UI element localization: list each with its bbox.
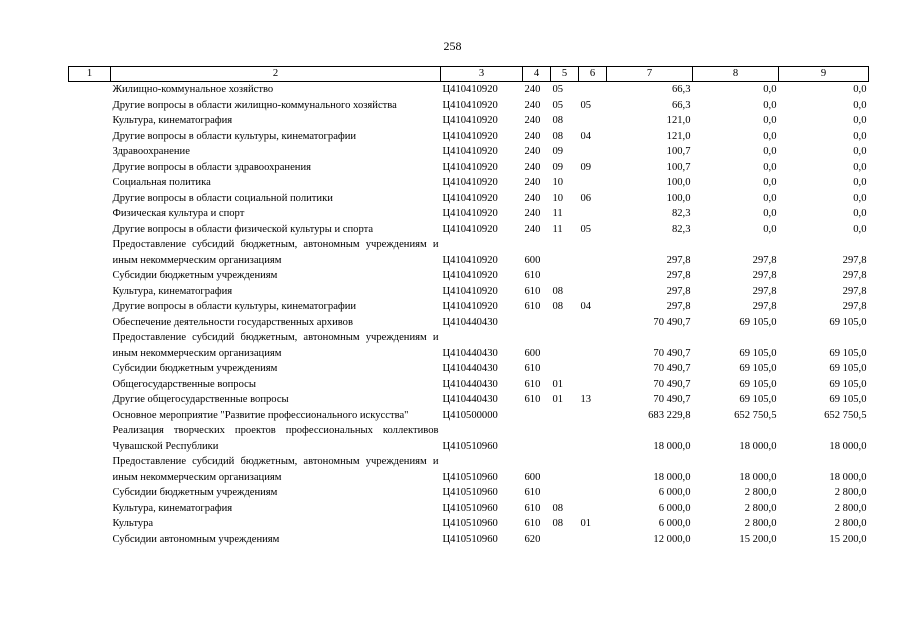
expense-type-cell: 240: [524, 208, 541, 219]
amount-year3-cell: 297,8: [842, 254, 867, 266]
amount-year3-cell: 18 000,0: [829, 440, 867, 452]
expense-type-cell: 610: [524, 301, 541, 312]
item-name-cell: Культура, кинематография: [112, 115, 233, 126]
section-cell: 08: [552, 502, 564, 514]
section-cell: [551, 423, 579, 454]
amount-year1-cell: 121,0: [666, 130, 691, 142]
expense-type-cell: 240: [524, 146, 541, 157]
row-number-cell: [69, 144, 111, 160]
table-row: [69, 98, 869, 114]
amount-year1-cell: 18 000,0: [653, 440, 691, 452]
item-name-cell: Предоставление субсидий бюджетным, автономным учреждениям и иным некоммерческим организациям: [112, 239, 439, 266]
item-name-cell: Здравоохранение: [112, 146, 190, 157]
item-name-cell: Субсидии бюджетным учреждениям: [112, 363, 278, 374]
table-row: [69, 299, 869, 315]
section-cell: 08: [552, 301, 564, 312]
table-row: [69, 330, 869, 361]
item-name-cell: Другие вопросы в области культуры, кинематографии: [112, 301, 357, 312]
table-row: [69, 175, 869, 191]
row-number-cell: [69, 454, 111, 485]
row-number-cell: [69, 98, 111, 114]
table-row: [69, 237, 869, 268]
amount-year1-cell: 70 490,7: [653, 394, 691, 405]
subsection-cell: 04: [580, 301, 592, 312]
subsection-cell: [579, 284, 607, 300]
expense-type-cell: 240: [524, 177, 541, 188]
table-row: [69, 408, 869, 424]
expense-type-cell: 610: [524, 502, 541, 514]
subsection-cell: 01: [580, 518, 592, 529]
target-article-cell: Ц410440430: [442, 394, 498, 405]
amount-year1-cell: 297,8: [666, 254, 691, 266]
amount-year2-cell: 0,0: [763, 223, 777, 235]
expense-type-cell: 240: [524, 161, 541, 173]
amount-year3-cell: 0,0: [853, 161, 867, 173]
amount-year2-cell: 69 105,0: [739, 394, 777, 405]
section-cell: [551, 237, 579, 268]
table-row: [69, 191, 869, 207]
amount-year3-cell: 2 800,0: [834, 487, 867, 498]
item-name-cell: Предоставление субсидий бюджетным, автономным учреждениям и иным некоммерческим организациям: [112, 456, 439, 483]
expense-type-cell: 610: [524, 518, 541, 529]
row-number-cell: [69, 160, 111, 176]
subsection-cell: [579, 423, 607, 454]
table-row: [69, 454, 869, 485]
amount-year2-cell: 18 000,0: [739, 471, 777, 483]
amount-year1-cell: 66,3: [671, 99, 691, 111]
row-number-cell: [69, 82, 111, 98]
table-body: [69, 82, 869, 548]
amount-year2-cell: 2 800,0: [744, 487, 777, 498]
subsection-cell: [579, 361, 607, 377]
table-row: [69, 361, 869, 377]
expense-type-cell: 240: [524, 192, 541, 204]
expense-type-cell: 610: [524, 378, 541, 390]
amount-year3-cell: 69 105,0: [829, 378, 867, 390]
amount-year3-cell: 0,0: [853, 99, 867, 111]
target-article-cell: Ц410410920: [442, 161, 498, 173]
amount-year3-cell: 69 105,0: [829, 394, 867, 405]
amount-year2-cell: 0,0: [763, 161, 777, 173]
amount-year1-cell: 66,3: [671, 84, 691, 95]
expense-type-cell: 610: [524, 487, 541, 498]
amount-year1-cell: 6 000,0: [658, 487, 691, 498]
target-article-cell: Ц410440430: [442, 363, 498, 374]
section-cell: 05: [552, 84, 564, 95]
column-header: 2: [111, 67, 441, 82]
subsection-cell: [579, 144, 607, 160]
section-cell: 08: [552, 115, 564, 126]
row-number-cell: [69, 284, 111, 300]
target-article-cell: Ц410510960: [442, 502, 498, 514]
row-number-cell: [69, 423, 111, 454]
section-cell: 01: [552, 394, 564, 405]
column-header: 6: [579, 67, 607, 82]
target-article-cell: Ц410510960: [442, 440, 498, 452]
row-number-cell: [69, 268, 111, 284]
item-name-cell: Субсидии автономным учреждениям: [112, 533, 280, 545]
table-row: [69, 532, 869, 548]
subsection-cell: 13: [580, 394, 592, 405]
budget-table: [68, 66, 869, 547]
amount-year1-cell: 70 490,7: [653, 347, 691, 359]
amount-year2-cell: 0,0: [763, 146, 777, 157]
amount-year2-cell: 69 105,0: [739, 316, 777, 328]
item-name-cell: Предоставление субсидий бюджетным, автономным учреждениям и иным некоммерческим организациям: [112, 332, 439, 359]
section-cell: [551, 268, 579, 284]
item-name-cell: Другие вопросы в области жилищно-коммунального хозяйства: [112, 99, 397, 111]
amount-year2-cell: 15 200,0: [739, 533, 777, 545]
amount-year1-cell: 100,0: [666, 177, 691, 188]
table-row: [69, 315, 869, 331]
row-number-cell: [69, 501, 111, 517]
amount-year1-cell: 121,0: [666, 115, 691, 126]
target-article-cell: Ц410410920: [442, 223, 498, 235]
subsection-cell: [579, 532, 607, 548]
subsection-cell: [579, 330, 607, 361]
amount-year1-cell: 70 490,7: [653, 316, 691, 328]
target-article-cell: Ц410440430: [442, 378, 498, 390]
target-article-cell: Ц410410920: [442, 99, 498, 111]
table-row: [69, 501, 869, 517]
amount-year3-cell: 0,0: [853, 177, 867, 188]
subsection-cell: [579, 237, 607, 268]
item-name-cell: Жилищно-коммунальное хозяйство: [112, 84, 274, 95]
amount-year1-cell: 82,3: [671, 223, 691, 235]
target-article-cell: Ц410510960: [442, 518, 498, 529]
amount-year3-cell: 297,8: [842, 285, 867, 297]
subsection-cell: 06: [580, 192, 592, 204]
amount-year3-cell: 69 105,0: [829, 347, 867, 359]
amount-year3-cell: 69 105,0: [829, 363, 867, 374]
amount-year1-cell: 683 229,8: [648, 409, 691, 421]
item-name-cell: Реализация творческих проектов профессиональных коллективов Чувашской Республики: [112, 425, 439, 452]
column-header: 5: [551, 67, 579, 82]
amount-year1-cell: 70 490,7: [653, 378, 691, 390]
row-number-cell: [69, 129, 111, 145]
subsection-cell: [579, 113, 607, 129]
column-header: 4: [523, 67, 551, 82]
expense-type-cell: 240: [524, 99, 541, 111]
row-number-cell: [69, 330, 111, 361]
section-cell: [551, 315, 579, 331]
subsection-cell: [579, 485, 607, 501]
table-row: [69, 206, 869, 222]
item-name-cell: Культура, кинематография: [112, 502, 233, 514]
expense-type-cell: 610: [524, 394, 541, 405]
row-number-cell: [69, 361, 111, 377]
amount-year1-cell: 6 000,0: [658, 518, 691, 529]
amount-year2-cell: 0,0: [763, 99, 777, 111]
item-name-cell: Общегосударственные вопросы: [112, 378, 256, 390]
target-article-cell: Ц410410920: [442, 270, 498, 281]
amount-year1-cell: 100,7: [666, 161, 691, 173]
item-name-cell: Культура, кинематография: [112, 285, 233, 297]
column-header: 7: [607, 67, 693, 82]
subsection-cell: [579, 268, 607, 284]
amount-year2-cell: 0,0: [763, 208, 777, 219]
item-name-cell: Другие вопросы в области здравоохранения: [112, 161, 311, 173]
amount-year2-cell: 297,8: [752, 285, 777, 297]
subsection-cell: 05: [580, 223, 592, 235]
item-name-cell: Субсидии бюджетным учреждениям: [112, 270, 278, 281]
amount-year3-cell: 0,0: [853, 84, 867, 95]
amount-year1-cell: 100,0: [666, 192, 691, 204]
section-cell: [551, 485, 579, 501]
item-name-cell: Другие вопросы в области физической культуры и спорта: [112, 223, 374, 235]
amount-year2-cell: 652 750,5: [734, 409, 777, 421]
section-cell: 08: [552, 518, 564, 529]
table-row: [69, 268, 869, 284]
table-row: [69, 516, 869, 532]
row-number-cell: [69, 113, 111, 129]
target-article-cell: Ц410410920: [442, 208, 498, 219]
section-cell: [551, 361, 579, 377]
amount-year3-cell: 2 800,0: [834, 502, 867, 514]
expense-type-cell: 620: [524, 533, 541, 545]
page-number: 258: [443, 39, 462, 53]
subsection-cell: [579, 82, 607, 98]
amount-year2-cell: 69 105,0: [739, 347, 777, 359]
amount-year3-cell: 297,8: [842, 301, 867, 312]
amount-year2-cell: 2 800,0: [744, 518, 777, 529]
amount-year3-cell: 297,8: [842, 270, 867, 281]
target-article-cell: Ц410410920: [442, 115, 498, 126]
subsection-cell: [579, 408, 607, 424]
target-article-cell: Ц410500000: [442, 409, 498, 421]
section-cell: 10: [552, 192, 564, 204]
expense-type-cell: 240: [524, 223, 541, 235]
table-row: [69, 392, 869, 408]
table-row: [69, 423, 869, 454]
subsection-cell: 09: [580, 161, 592, 173]
target-article-cell: Ц410410920: [442, 130, 498, 142]
column-header: 3: [441, 67, 523, 82]
subsection-cell: [579, 377, 607, 393]
expense-type-cell: 240: [524, 115, 541, 126]
subsection-cell: 05: [580, 99, 592, 111]
row-number-cell: [69, 191, 111, 207]
target-article-cell: Ц410410920: [442, 192, 498, 204]
row-number-cell: [69, 392, 111, 408]
amount-year1-cell: 297,8: [666, 285, 691, 297]
subsection-cell: 04: [580, 130, 592, 142]
subsection-cell: [579, 175, 607, 191]
section-cell: 09: [552, 161, 564, 173]
subsection-cell: [579, 454, 607, 485]
expense-type-cell: [523, 408, 551, 424]
target-article-cell: Ц410440430: [442, 347, 498, 359]
table-row: [69, 377, 869, 393]
amount-year3-cell: 0,0: [853, 115, 867, 126]
expense-type-cell: 240: [524, 84, 541, 95]
section-cell: [551, 408, 579, 424]
expense-type-cell: 610: [524, 270, 541, 281]
item-name-cell: Обеспечение деятельности государственных архивов: [112, 316, 353, 328]
section-cell: 05: [552, 99, 564, 111]
amount-year2-cell: 0,0: [763, 84, 777, 95]
table-row: [69, 284, 869, 300]
amount-year1-cell: 12 000,0: [653, 533, 691, 545]
table-row: [69, 129, 869, 145]
amount-year3-cell: 2 800,0: [834, 518, 867, 529]
amount-year2-cell: 69 105,0: [739, 378, 777, 390]
table-row: [69, 144, 869, 160]
expense-type-cell: 240: [524, 130, 541, 142]
target-article-cell: Ц410410920: [442, 146, 498, 157]
amount-year3-cell: 0,0: [853, 208, 867, 219]
amount-year1-cell: 70 490,7: [653, 363, 691, 374]
amount-year3-cell: 0,0: [853, 192, 867, 204]
row-number-cell: [69, 485, 111, 501]
section-cell: 09: [552, 146, 564, 157]
column-header: 1: [69, 67, 111, 82]
table-row: [69, 160, 869, 176]
subsection-cell: [579, 501, 607, 517]
amount-year1-cell: 297,8: [666, 301, 691, 312]
row-number-cell: [69, 222, 111, 238]
section-cell: 08: [552, 130, 564, 142]
target-article-cell: Ц410410920: [442, 254, 498, 266]
amount-year3-cell: 0,0: [853, 146, 867, 157]
column-header: 9: [779, 67, 869, 82]
target-article-cell: Ц410510960: [442, 471, 498, 483]
section-cell: [551, 454, 579, 485]
section-cell: [551, 532, 579, 548]
expense-type-cell: 600: [524, 347, 541, 359]
amount-year3-cell: 18 000,0: [829, 471, 867, 483]
row-number-cell: [69, 175, 111, 191]
section-cell: 11: [552, 208, 563, 219]
expense-type-cell: 600: [524, 254, 541, 266]
amount-year3-cell: 15 200,0: [829, 533, 867, 545]
amount-year2-cell: 2 800,0: [744, 502, 777, 514]
target-article-cell: Ц410510960: [442, 533, 498, 545]
table-row: [69, 222, 869, 238]
item-name-cell: Основное мероприятие "Развитие профессионального искусства": [112, 409, 409, 421]
amount-year2-cell: 0,0: [763, 130, 777, 142]
amount-year2-cell: 18 000,0: [739, 440, 777, 452]
item-name-cell: Социальная политика: [112, 177, 211, 188]
item-name-cell: Другие общегосударственные вопросы: [112, 394, 289, 405]
subsection-cell: [579, 315, 607, 331]
amount-year2-cell: 297,8: [752, 270, 777, 281]
item-name-cell: Другие вопросы в области культуры, кинематографии: [112, 130, 357, 142]
amount-year2-cell: 297,8: [752, 301, 777, 312]
item-name-cell: Культура: [112, 518, 154, 529]
amount-year3-cell: 652 750,5: [824, 409, 867, 421]
row-number-cell: [69, 516, 111, 532]
row-number-cell: [69, 377, 111, 393]
expense-type-cell: 600: [524, 471, 541, 483]
expense-type-cell: 610: [524, 285, 541, 297]
column-header: 8: [693, 67, 779, 82]
section-cell: 11: [552, 223, 563, 235]
subsection-cell: [579, 206, 607, 222]
row-number-cell: [69, 237, 111, 268]
amount-year3-cell: 0,0: [853, 223, 867, 235]
target-article-cell: Ц410410920: [442, 285, 498, 297]
row-number-cell: [69, 206, 111, 222]
section-cell: 08: [552, 285, 564, 297]
target-article-cell: Ц410440430: [442, 316, 498, 328]
amount-year2-cell: 0,0: [763, 115, 777, 126]
expense-type-cell: 610: [524, 363, 541, 374]
table-row: [69, 485, 869, 501]
amount-year2-cell: 69 105,0: [739, 363, 777, 374]
column-header-row: [69, 67, 869, 82]
amount-year2-cell: 0,0: [763, 177, 777, 188]
amount-year3-cell: 0,0: [853, 130, 867, 142]
amount-year2-cell: 297,8: [752, 254, 777, 266]
expense-type-cell: [523, 315, 551, 331]
amount-year1-cell: 100,7: [666, 146, 691, 157]
amount-year1-cell: 6 000,0: [658, 502, 691, 514]
section-cell: 10: [552, 177, 564, 188]
target-article-cell: Ц410410920: [442, 177, 498, 188]
item-name-cell: Другие вопросы в области социальной политики: [112, 192, 333, 204]
amount-year1-cell: 297,8: [666, 270, 691, 281]
table-row: [69, 113, 869, 129]
target-article-cell: Ц410410920: [442, 301, 498, 312]
row-number-cell: [69, 408, 111, 424]
expense-type-cell: [523, 423, 551, 454]
target-article-cell: Ц410410920: [442, 84, 498, 95]
row-number-cell: [69, 299, 111, 315]
amount-year1-cell: 82,3: [671, 208, 691, 219]
item-name-cell: Физическая культура и спорт: [112, 208, 245, 219]
amount-year1-cell: 18 000,0: [653, 471, 691, 483]
amount-year2-cell: 0,0: [763, 192, 777, 204]
target-article-cell: Ц410510960: [442, 487, 498, 498]
section-cell: [551, 330, 579, 361]
section-cell: 01: [552, 378, 564, 390]
table-row: [69, 82, 869, 98]
row-number-cell: [69, 532, 111, 548]
amount-year3-cell: 69 105,0: [829, 316, 867, 328]
item-name-cell: Субсидии бюджетным учреждениям: [112, 487, 278, 498]
row-number-cell: [69, 315, 111, 331]
